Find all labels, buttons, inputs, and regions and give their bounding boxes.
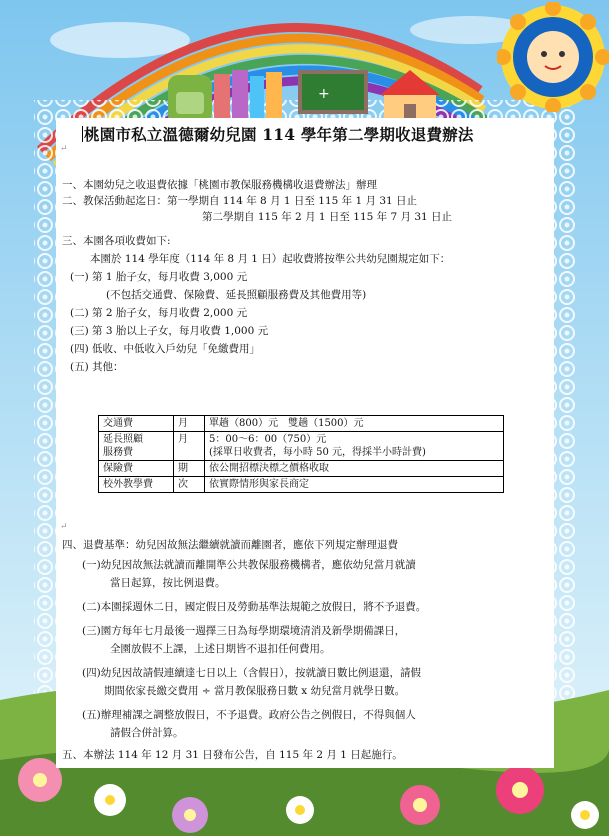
fee-table-detail: 依公開招標決標之價格收取 [205,461,504,477]
paragraph-mark: ↵ [60,144,68,154]
table-row [99,432,504,461]
fee-table-unit: 月 [174,432,205,461]
refund-item-3: (三)園方每年七月最後一週擇三日為每學期環境清消及新學期備課日， [82,625,406,637]
fee-table-item: 保險費 [99,461,174,477]
table-row [99,416,504,432]
section-2-line-1: 二、教保活動起迄日：第一學期自 114 年 8 月 1 日至 115 年 1 月 31 日止 [62,195,418,207]
refund-item-2: (二)本園採週休二日，國定假日及勞動基準法規範之放假日，將不予退費。 [82,601,427,613]
fee-table-unit: 月 [174,416,205,432]
section-1: 一、本園幼兒之收退費依據「桃園市教保服務機構收退費辦法」辦理 [62,179,377,191]
fee-table-item: 交通費 [99,416,174,432]
refund-item-1-cont: 當日起算，按比例退費。 [110,577,226,589]
section-3-heading: 三、本園各項收費如下: [62,235,171,247]
notice-document [56,118,554,768]
section-5: 五、本辦法 114 年 12 月 31 日發布公告，自 115 年 2 月 1 日起施行。 [62,749,403,761]
refund-item-3-cont: 全園放假不上課，上述日期皆不退扣任何費用。 [110,643,331,655]
refund-item-1: (一)幼兒因故無法就讀而離開準公共教保服務機構者，應依幼兒當月就讀 [82,559,416,571]
document-title: 桃園市私立溫德爾幼兒園 114 學年第二學期收退費辦法 [84,125,474,144]
fee-item-1: (一) 第 1 胎子女，每月收費 3,000 元 [70,271,248,283]
fee-item-3: (三) 第 3 胎以上子女，每月收費 1,000 元 [70,325,269,337]
fee-table-item: 校外教學費 [99,477,174,493]
fee-item-5: (五) 其他： [70,361,124,373]
fee-table-unit: 次 [174,477,205,493]
fee-table-detail: 單趟（800）元 雙趟（1500）元 [205,416,504,432]
fee-item-2: (二) 第 2 胎子女，每月收費 2,000 元 [70,307,248,319]
institute-logo [497,2,609,112]
refund-item-4: (四)幼兒因故請假連續達七日以上（含假日），按就讀日數比例退還，請假 [82,667,421,679]
fee-table-item: 延長照顧 服務費 [99,432,174,461]
refund-item-4-cont: 期間依家長繳交費用 ÷ 當月教保服務日數 x 幼兒當月就學日數。 [104,685,406,697]
fee-item-4: (四) 低收、中低收入戶幼兒「免繳費用」 [70,343,261,355]
refund-item-5: (五)辦理補課之調整放假日，不予退費。政府公告之例假日，不得與個人 [82,709,416,721]
fee-table [98,415,504,493]
fee-table-detail: 5：00～6：00（750）元 (採單日收費者，每小時 50 元，得採半小時計費) [205,432,504,461]
paragraph-mark: ↵ [60,522,68,532]
refund-item-5-cont: 請假合併計算。 [110,727,184,739]
fee-item-1-note: (不包括交通費、保險費、延長照顧服務費及其他費用等) [106,289,367,301]
fee-table-unit: 期 [174,461,205,477]
section-2-line-2: 第二學期自 115 年 2 月 1 日至 115 年 7 月 31 日止 [202,211,453,223]
table-row [99,477,504,493]
table-row [99,461,504,477]
svg-text:+: + [318,86,330,102]
section-4-heading: 四、退費基準：幼兒因故無法繼續就讀而離園者，應依下列規定辦理退費 [62,539,398,551]
fee-table-detail: 依實際情形與家長商定 [205,477,504,493]
section-3-intro: 本園於 114 學年度（114 年 8 月 1 日）起收費將按準公共幼兒園規定如下： [90,253,451,265]
